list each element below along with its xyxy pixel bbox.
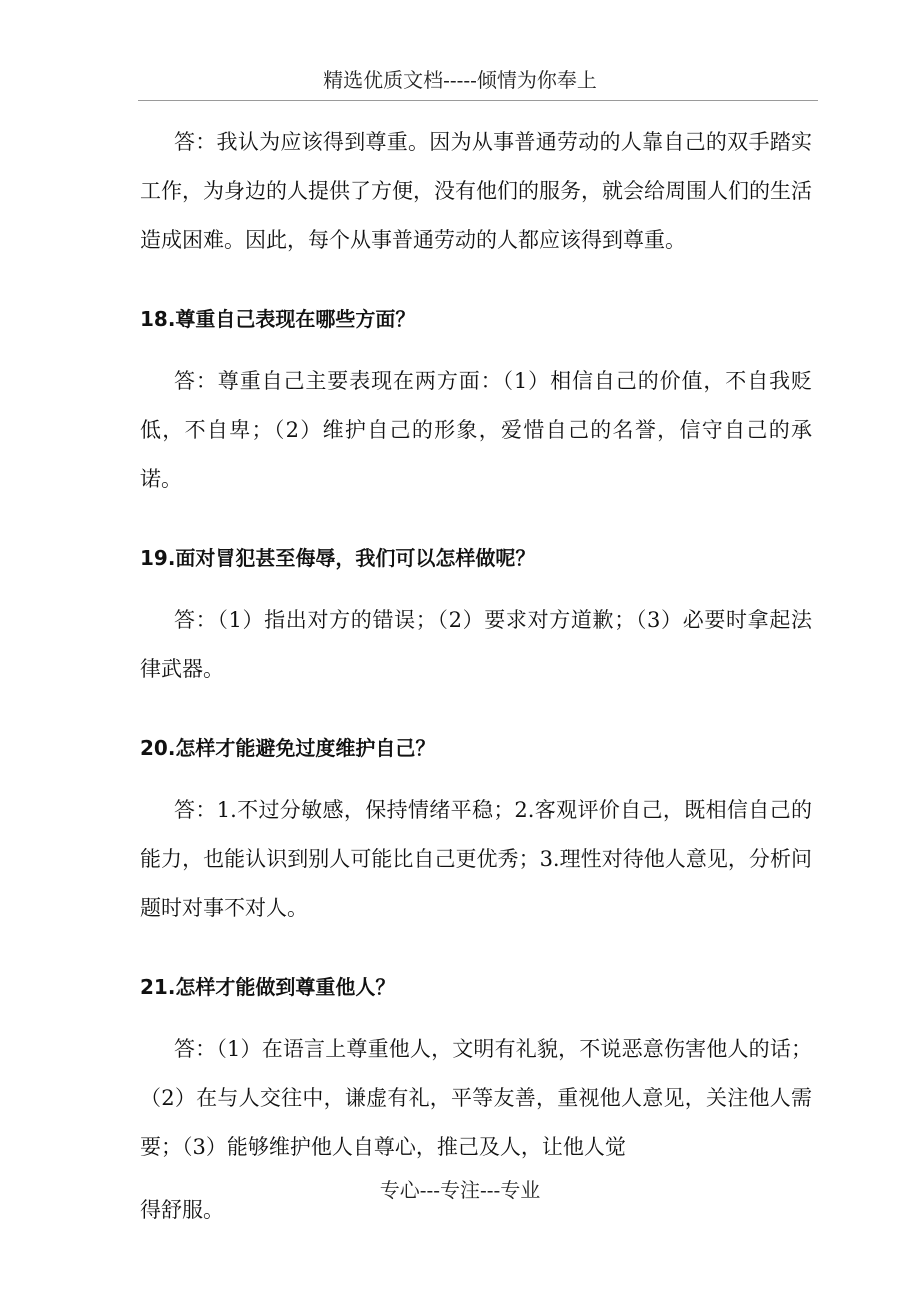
- answer-18: 答：尊重自己主要表现在两方面：（1）相信自己的价值，不自我贬低，不自卑；（2）维护自己的形象，爱惜自己的名誉，信守自己的承诺。: [140, 369, 812, 491]
- answer-20: 答：1.不过分敏感，保持情绪平稳；2.客观评价自己，既相信自己的能力，也能认识到别人可能比自己更优秀；3.理性对待他人意见，分析问题时对事不对人。: [140, 798, 812, 920]
- question-19: 19.面对冒犯甚至侮辱，我们可以怎样做呢？: [140, 546, 536, 570]
- page-header: 精选优质文档-----倾情为你奉上: [323, 68, 597, 92]
- question-20: 20.怎样才能避免过度维护自己？: [140, 736, 436, 760]
- answer-21: 答：（1）在语言上尊重他人，文明有礼貌，不说恶意伤害他人的话；（2）在与人交往中，谦虚有礼，平等友善，重视他人意见，关注他人需要；（3）能够维护他人自尊心，推己及人，让他人觉: [140, 1037, 812, 1159]
- intro-answer: 答：我认为应该得到尊重。因为从事普通劳动的人靠自己的双手踏实工作，为身边的人提供了方便，没有他们的服务，就会给周围人们的生活造成困难。因此，每个从事普通劳动的人都应该得到尊重。: [140, 130, 812, 252]
- answer-21-continuation: 得舒服。: [140, 1198, 224, 1222]
- question-21: 21.怎样才能做到尊重他人？: [140, 975, 396, 999]
- document-body: [140, 118, 812, 1235]
- answer-19: 答：（1）指出对方的错误；（2）要求对方道歉；（3）必要时拿起法律武器。: [140, 608, 812, 681]
- question-18: 18.尊重自己表现在哪些方面？: [140, 307, 416, 331]
- page-footer: 专心---专注---专业: [379, 1178, 541, 1202]
- header-divider: [138, 100, 818, 101]
